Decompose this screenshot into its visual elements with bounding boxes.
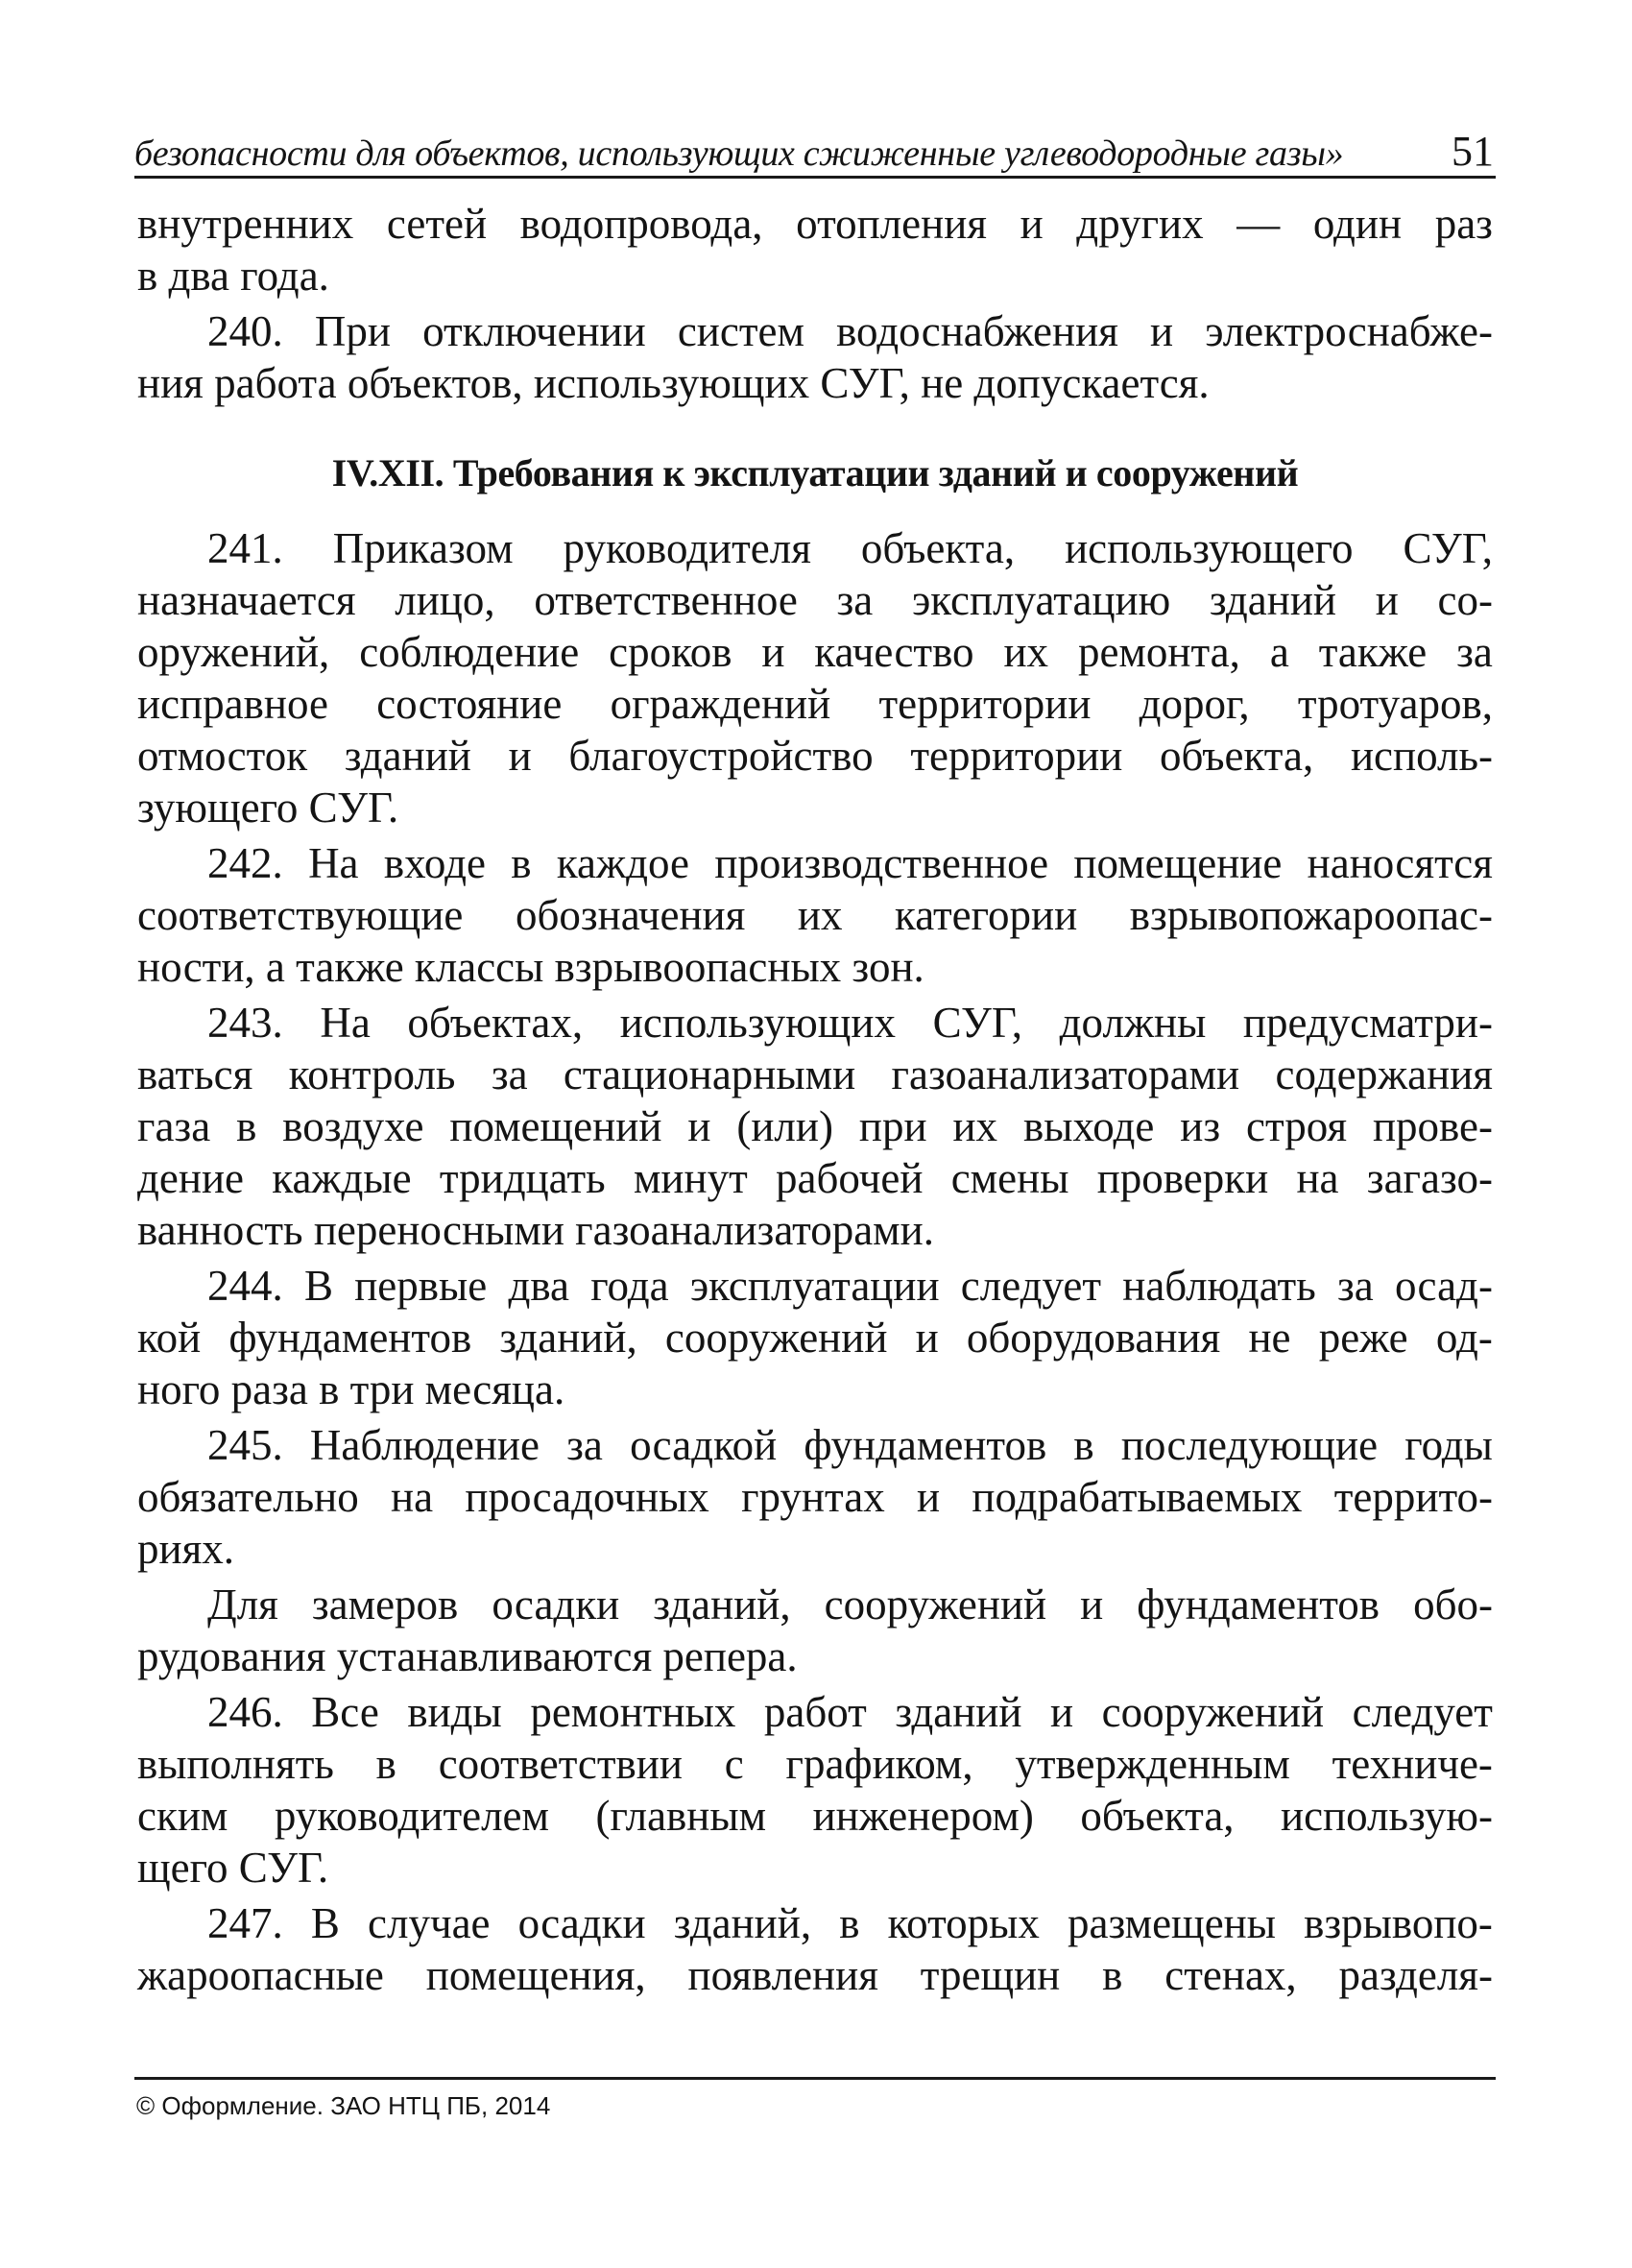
text-line: обязательно на просадочных грунтах и подрабатываемых террито- bbox=[137, 1473, 1493, 1521]
text-line: рудования устанавливаются репера. bbox=[137, 1632, 798, 1680]
text-line: Для замеров осадки зданий, сооружений и фундаментов обо- bbox=[207, 1580, 1493, 1629]
footer-rule bbox=[134, 2077, 1496, 2080]
text-line: ного раза в три месяца. bbox=[137, 1365, 565, 1413]
text-line: газа в воздухе помещений и (или) при их выходе из строя прове- bbox=[137, 1102, 1493, 1150]
text-line: 246. Все виды ремонтных работ зданий и сооружений следует bbox=[207, 1688, 1493, 1736]
footer-copyright: © Оформление. ЗАО НТЦ ПБ, 2014 bbox=[136, 2091, 551, 2120]
text-line: щего СУГ. bbox=[137, 1844, 329, 1892]
body-text bbox=[137, 198, 1493, 2001]
text-line: ваться контроль за стационарными газоанализаторами содержания bbox=[137, 1050, 1493, 1098]
text-line: в два года. bbox=[137, 252, 329, 300]
text-line: риях. bbox=[137, 1525, 235, 1573]
section-heading: IV.XII. Требования к эксплуатации зданий и сооружений bbox=[331, 451, 1299, 495]
text-line: соответствующие обозначения их категории взрывопожароопас- bbox=[137, 891, 1493, 939]
text-line: ния работа объектов, использующих СУГ, не допускается. bbox=[137, 359, 1210, 407]
text-line: 247. В случае осадки зданий, в которых размещены взрывопо- bbox=[207, 1899, 1493, 1947]
text-line: 241. Приказом руководителя объекта, использующего СУГ, bbox=[207, 524, 1493, 572]
text-line: выполнять в соответствии с графиком, утвержденным техниче- bbox=[137, 1740, 1493, 1788]
text-line: 245. Наблюдение за осадкой фундаментов в последующие годы bbox=[207, 1421, 1493, 1469]
text-line: отмосток зданий и благоустройство территории объекта, исполь- bbox=[137, 732, 1493, 780]
text-line: 243. На объектах, использующих СУГ, должны предусматри- bbox=[207, 999, 1493, 1047]
text-line: 242. На входе в каждое производственное помещение наносятся bbox=[207, 839, 1493, 887]
text-line: дение каждые тридцать минут рабочей смены проверки на загазо- bbox=[137, 1154, 1493, 1202]
text-line: 240. При отключении систем водоснабжения и электроснабже- bbox=[207, 307, 1493, 355]
text-line: 244. В первые два года эксплуатации следует наблюдать за осад- bbox=[207, 1262, 1493, 1310]
text-line: ности, а также классы взрывоопасных зон. bbox=[137, 943, 924, 991]
running-header-title: безопасности для объектов, использующих сжиженные углеводородные газы» bbox=[134, 133, 1344, 174]
text-line: ванность переносными газоанализаторами. bbox=[137, 1206, 934, 1254]
text-line: зующего СУГ. bbox=[137, 784, 399, 832]
text-line: исправное состояние ограждений территории дорог, тротуаров, bbox=[137, 680, 1493, 728]
text-line: внутренних сетей водопровода, отопления и других — один раз bbox=[137, 200, 1493, 248]
text-line: назначается лицо, ответственное за эксплуатацию зданий и со- bbox=[137, 576, 1493, 624]
page-number: 51 bbox=[1452, 128, 1494, 175]
text-line: кой фундаментов зданий, сооружений и оборудования не реже од- bbox=[137, 1314, 1493, 1362]
text-line: жароопасные помещения, появления трещин в стенах, разделя- bbox=[137, 1951, 1493, 1999]
text-line: ским руководителем (главным инженером) объекта, использую- bbox=[137, 1792, 1493, 1840]
text-line: оружений, соблюдение сроков и качество их ремонта, а также за bbox=[137, 628, 1493, 676]
header-rule bbox=[134, 176, 1496, 179]
running-header bbox=[134, 113, 1496, 179]
